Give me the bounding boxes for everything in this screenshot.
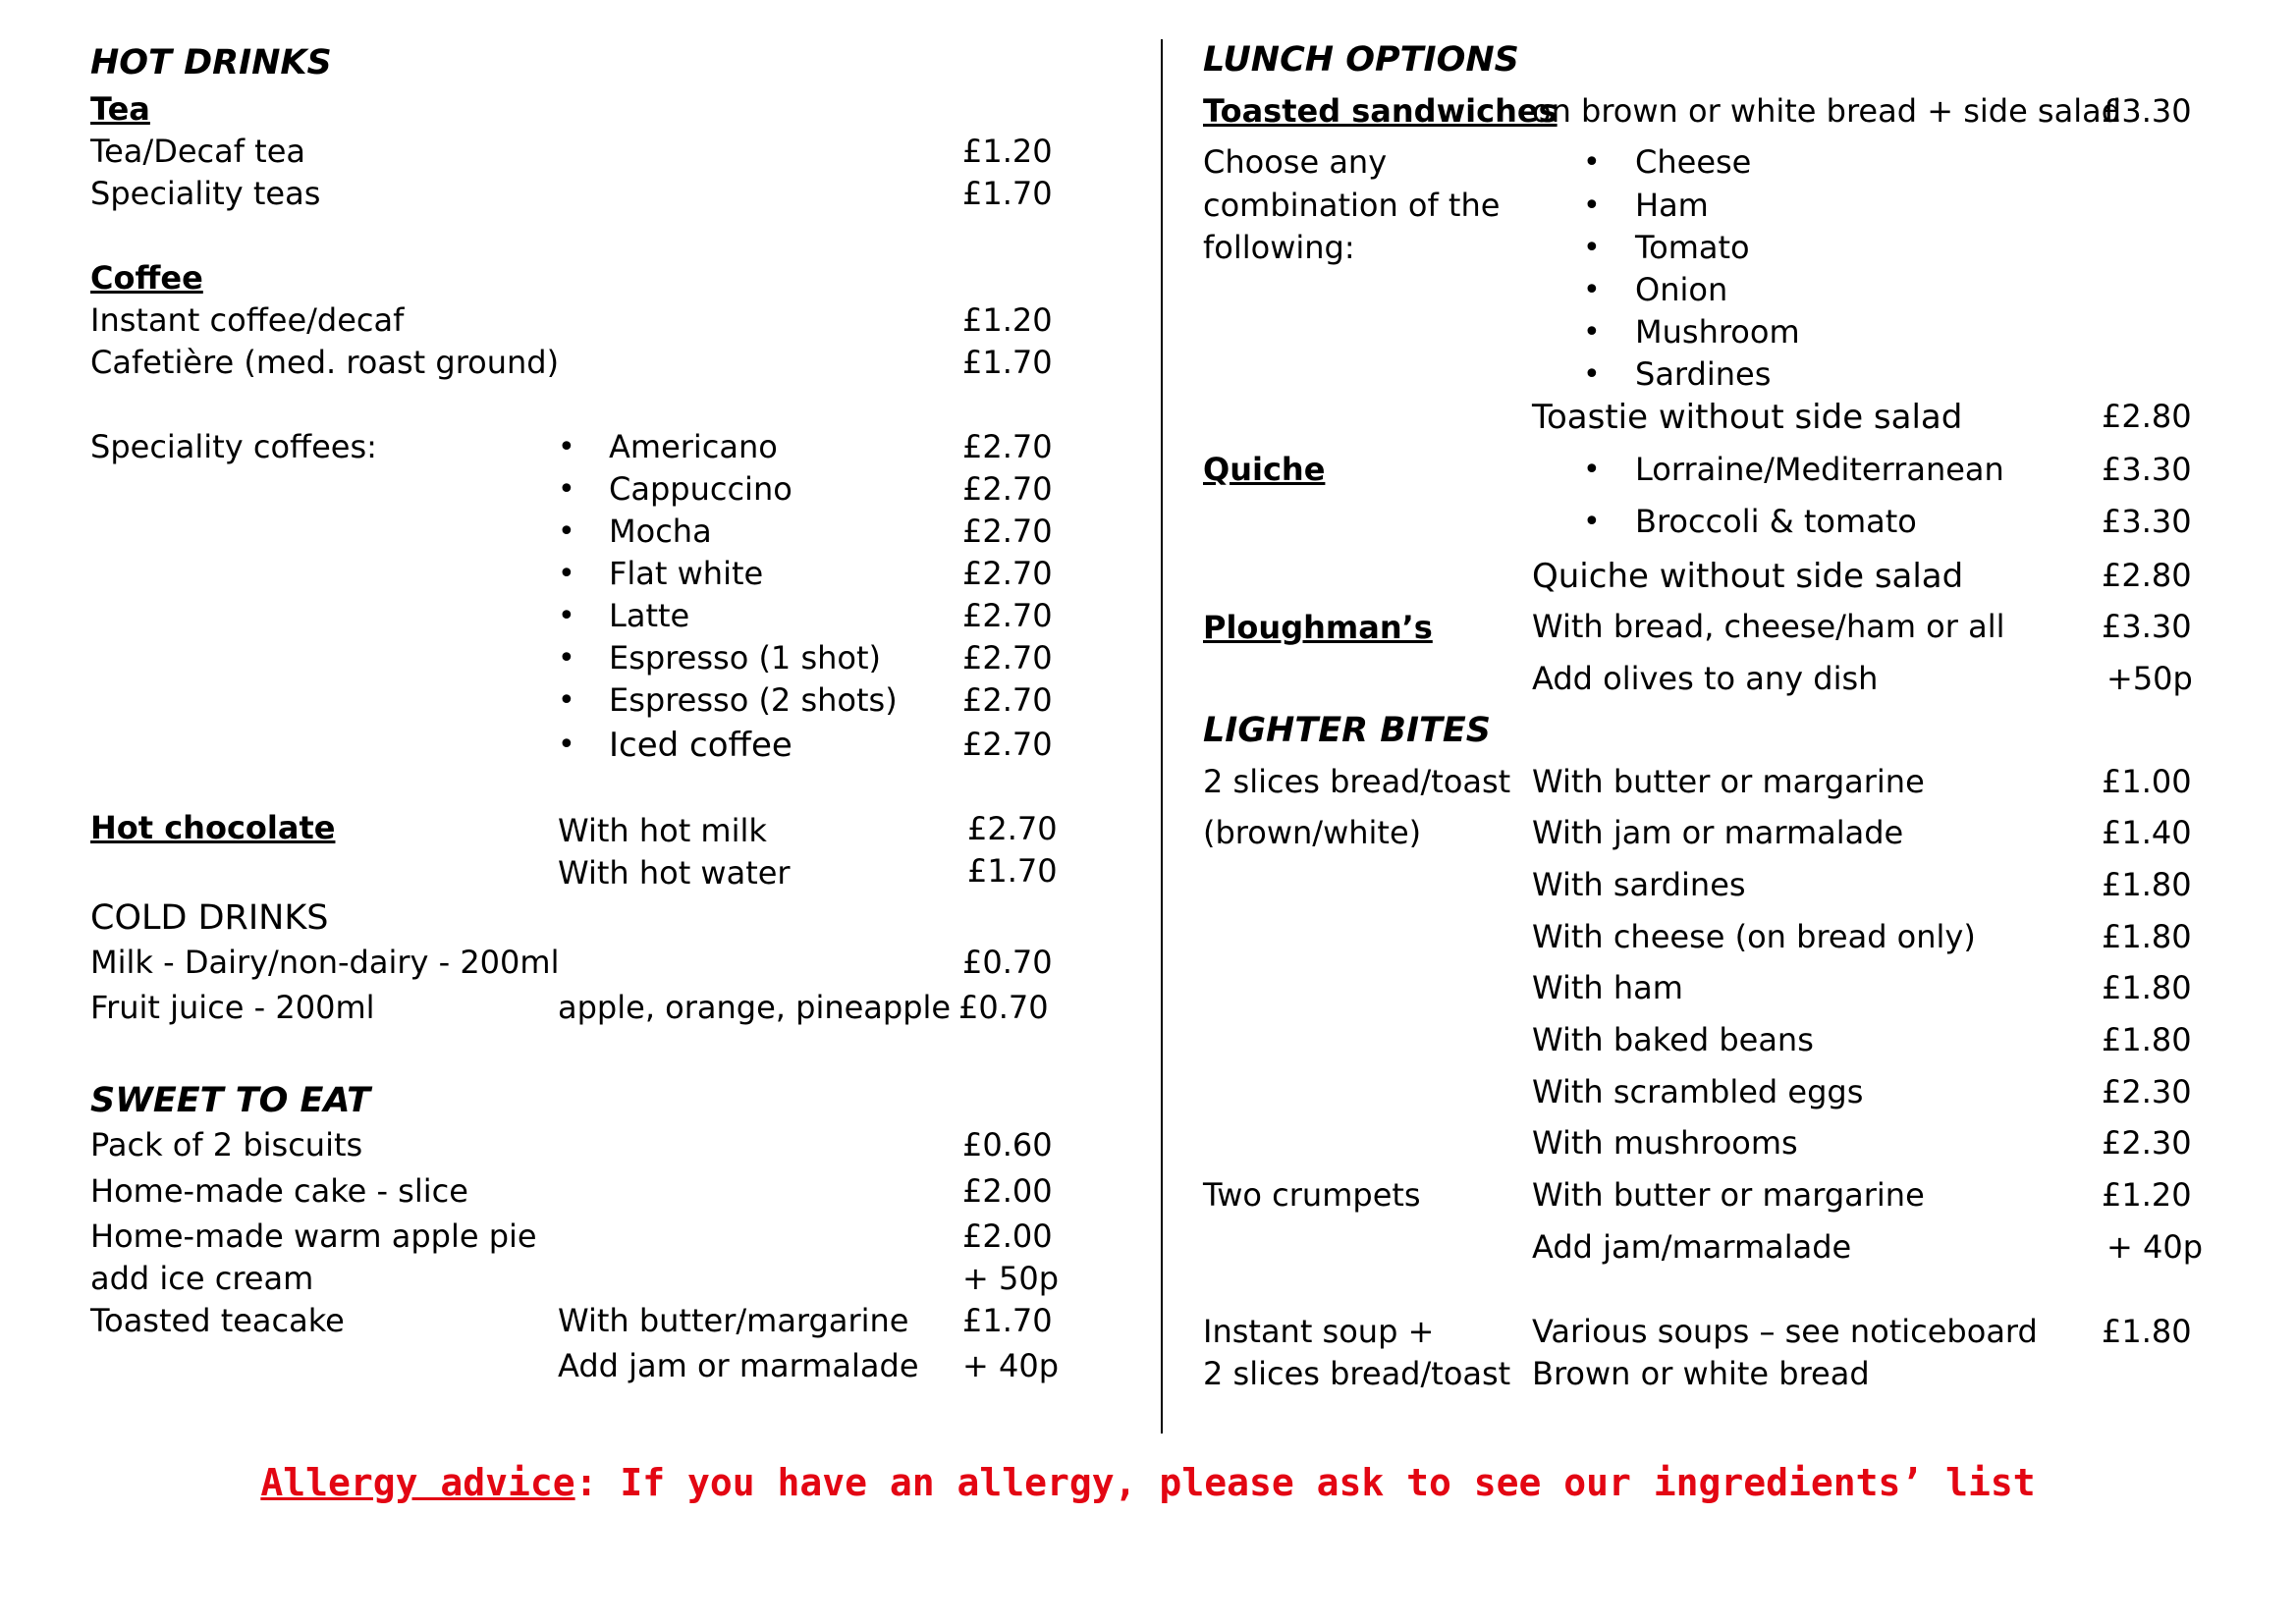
soup-detail-line: Various soups – see noticeboard <box>1532 1313 2038 1350</box>
soup-detail-line: Brown or white bread <box>1532 1355 1870 1392</box>
ploughmans-detail: With bread, cheese/ham or all <box>1532 608 2005 645</box>
bread-option-name: With baked beans <box>1532 1021 1814 1058</box>
speciality-coffee-price: £2.70 <box>962 681 1053 719</box>
quiche-item-price: £3.30 <box>2102 503 2192 540</box>
toasted-sandwiches-price: £3.30 <box>2102 92 2192 130</box>
coffee-subheading: Coffee <box>90 259 203 297</box>
speciality-coffee-name: Espresso (2 shots) <box>609 681 898 719</box>
bullet: • <box>1583 315 1601 350</box>
cake-name: Home-made cake - slice <box>90 1172 468 1210</box>
olives-name: Add olives to any dish <box>1532 660 1879 697</box>
speciality-coffee-price: £2.70 <box>962 470 1053 508</box>
bread-option-name: With butter or margarine <box>1532 763 1925 800</box>
teacake-jam-detail: Add jam or marmalade <box>558 1347 919 1384</box>
tea-item-price: £1.70 <box>962 175 1053 212</box>
teacake-jam-price: + 40p <box>962 1347 1060 1384</box>
bread-option-price: £1.80 <box>2102 866 2192 903</box>
fruit-juice-detail: apple, orange, pineapple <box>558 989 952 1026</box>
bullet: • <box>558 683 575 718</box>
ice-cream-price: + 50p <box>962 1260 1060 1297</box>
bullet: • <box>1583 189 1601 223</box>
quiche-item-name: Lorraine/Mediterranean <box>1635 451 2004 488</box>
biscuits-price: £0.60 <box>962 1126 1053 1163</box>
crumpets-option-name: Add jam/marmalade <box>1532 1228 1852 1266</box>
quiche-item-name: Broccoli & tomato <box>1635 503 1917 540</box>
coffee-item-price: £1.70 <box>962 344 1053 381</box>
teacake-name: Toasted teacake <box>90 1302 345 1339</box>
crumpets-option-price: + 40p <box>2106 1228 2204 1266</box>
bullet: • <box>1583 145 1601 180</box>
fruit-juice-price: £0.70 <box>958 989 1049 1026</box>
apple-pie-price: £2.00 <box>962 1217 1053 1255</box>
toastie-no-salad-name: Toastie without side salad <box>1532 398 1963 437</box>
speciality-coffee-price: £2.70 <box>962 513 1053 550</box>
quiche-no-salad-name: Quiche without side salad <box>1532 557 1964 596</box>
lighter-bites-heading: LIGHTER BITES <box>1203 711 1491 750</box>
hot-chocolate-option-price: £2.70 <box>967 810 1058 847</box>
bread-option-price: £2.30 <box>2102 1124 2192 1162</box>
filling-item: Sardines <box>1635 355 1772 393</box>
bullet: • <box>1583 357 1601 392</box>
speciality-coffee-name: Flat white <box>609 555 764 592</box>
bullet: • <box>1583 505 1601 539</box>
bread-option-price: £2.30 <box>2102 1073 2192 1110</box>
bullet: • <box>558 430 575 464</box>
milk-price: £0.70 <box>962 944 1053 981</box>
cake-price: £2.00 <box>962 1172 1053 1210</box>
bullet: • <box>558 641 575 676</box>
allergy-advice <box>0 1461 2296 1504</box>
toastie-no-salad-price: £2.80 <box>2102 398 2192 435</box>
coffee-item-name: Instant coffee/decaf <box>90 301 405 339</box>
ploughmans-price: £3.30 <box>2102 608 2192 645</box>
bread-option-price: £1.40 <box>2102 814 2192 851</box>
tea-item-price: £1.20 <box>962 133 1053 170</box>
hot-chocolate-option-price: £1.70 <box>967 852 1058 890</box>
allergy-advice-text: : If you have an allergy, please ask to see our ingredients’ list <box>574 1461 2036 1504</box>
speciality-coffee-name: Americano <box>609 428 778 465</box>
toasted-sandwiches-subheading: Toasted sandwiches <box>1203 92 1558 130</box>
bullet: • <box>1583 231 1601 265</box>
bread-option-price: £1.80 <box>2102 918 2192 955</box>
bread-option-name: With ham <box>1532 969 1683 1006</box>
coffee-item-name: Cafetière (med. roast ground) <box>90 344 560 381</box>
hot-chocolate-option-name: With hot milk <box>558 812 767 849</box>
bread-option-price: £1.80 <box>2102 1021 2192 1058</box>
speciality-coffee-price: £2.70 <box>962 597 1053 634</box>
ice-cream-name: add ice cream <box>90 1260 314 1297</box>
speciality-coffee-name: Mocha <box>609 513 712 550</box>
column-divider <box>1161 39 1163 1434</box>
bread-option-name: With sardines <box>1532 866 1746 903</box>
bread-option-name: With jam or marmalade <box>1532 814 1904 851</box>
bullet: • <box>558 599 575 633</box>
crumpets-option-price: £1.20 <box>2102 1176 2192 1214</box>
quiche-subheading: Quiche <box>1203 451 1326 488</box>
milk-name: Milk - Dairy/non-dairy - 200ml <box>90 944 560 981</box>
hot-chocolate-subheading: Hot chocolate <box>90 809 336 846</box>
olives-price: +50p <box>2106 660 2193 697</box>
filling-item: Ham <box>1635 187 1709 224</box>
soup-label-line: Instant soup + <box>1203 1313 1435 1350</box>
speciality-coffee-price: £2.70 <box>962 555 1053 592</box>
tea-item-name: Tea/Decaf tea <box>90 133 305 170</box>
soup-price: £1.80 <box>2102 1313 2192 1350</box>
crumpets-label: Two crumpets <box>1203 1176 1421 1214</box>
fruit-juice-name: Fruit juice - 200ml <box>90 989 375 1026</box>
speciality-coffee-price: £2.70 <box>962 428 1053 465</box>
bread-option-price: £1.80 <box>2102 969 2192 1006</box>
ploughmans-subheading: Ploughman’s <box>1203 609 1433 646</box>
choose-text-line: Choose any <box>1203 143 1388 181</box>
filling-item: Mushroom <box>1635 313 1800 351</box>
lunch-options-heading: LUNCH OPTIONS <box>1203 40 1519 80</box>
bullet: • <box>558 557 575 591</box>
biscuits-name: Pack of 2 biscuits <box>90 1126 363 1163</box>
cold-drinks-heading: COLD DRINKS <box>90 898 329 938</box>
bread-option-price: £1.00 <box>2102 763 2192 800</box>
allergy-advice-label: Allergy advice <box>260 1461 575 1504</box>
hot-chocolate-option-name: With hot water <box>558 854 791 892</box>
hot-drinks-heading: HOT DRINKS <box>90 43 332 82</box>
tea-item-name: Speciality teas <box>90 175 321 212</box>
bread-label-line: 2 slices bread/toast <box>1203 763 1511 800</box>
speciality-coffee-price: £2.70 <box>962 639 1053 676</box>
teacake-price: £1.70 <box>962 1302 1053 1339</box>
choose-text-line: following: <box>1203 229 1355 266</box>
bullet: • <box>1583 273 1601 307</box>
bullet: • <box>558 728 575 762</box>
speciality-coffee-name: Cappuccino <box>609 470 793 508</box>
filling-item: Tomato <box>1635 229 1750 266</box>
speciality-coffee-price: £2.70 <box>962 726 1053 763</box>
bread-option-name: With cheese (on bread only) <box>1532 918 1976 955</box>
speciality-coffee-name: Espresso (1 shot) <box>609 639 882 676</box>
choose-text-line: combination of the <box>1203 187 1501 224</box>
coffee-item-price: £1.20 <box>962 301 1053 339</box>
apple-pie-name: Home-made warm apple pie <box>90 1217 537 1255</box>
bullet: • <box>1583 453 1601 487</box>
bullet: • <box>558 514 575 549</box>
bread-option-name: With mushrooms <box>1532 1124 1798 1162</box>
quiche-no-salad-price: £2.80 <box>2102 557 2192 594</box>
filling-item: Cheese <box>1635 143 1752 181</box>
soup-label-line: 2 slices bread/toast <box>1203 1355 1511 1392</box>
speciality-coffee-name: Iced coffee <box>609 726 793 765</box>
speciality-coffees-label: Speciality coffees: <box>90 428 377 465</box>
toasted-sandwiches-detail: on brown or white bread + side salad <box>1532 92 2122 130</box>
sweet-heading: SWEET TO EAT <box>90 1081 371 1120</box>
bread-label-line: (brown/white) <box>1203 814 1422 851</box>
quiche-item-price: £3.30 <box>2102 451 2192 488</box>
bread-option-name: With scrambled eggs <box>1532 1073 1864 1110</box>
speciality-coffee-name: Latte <box>609 597 690 634</box>
crumpets-option-name: With butter or margarine <box>1532 1176 1925 1214</box>
filling-item: Onion <box>1635 271 1728 308</box>
tea-subheading: Tea <box>90 90 150 128</box>
teacake-detail: With butter/margarine <box>558 1302 909 1339</box>
bullet: • <box>558 472 575 507</box>
